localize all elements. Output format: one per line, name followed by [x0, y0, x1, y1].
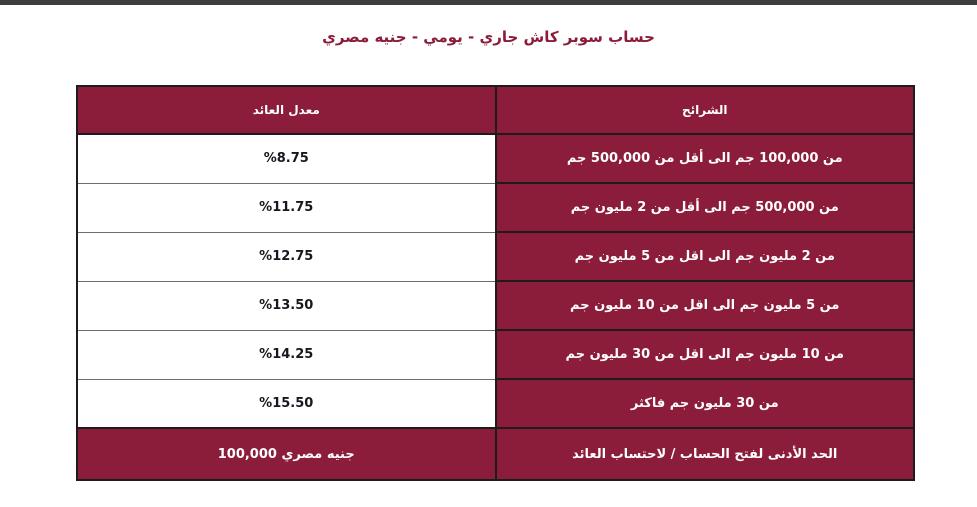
tier-label: من 10 مليون جم الى اقل من 30 مليون جم: [496, 330, 915, 379]
table-footer-row: [77, 428, 914, 480]
tier-label: من 500,000 جم الى أقل من 2 مليون جم: [496, 183, 915, 232]
minimum-amount-value: 100,000 جنيه مصري: [77, 428, 496, 480]
tier-label: من 30 مليون جم فاكثر: [496, 379, 915, 428]
header-tiers: الشرائح: [496, 86, 915, 134]
header-rate-of-return: معدل العائد: [77, 86, 496, 134]
rate-value: %12.75: [77, 232, 496, 281]
rate-value: %13.50: [77, 281, 496, 330]
table-header-row: [77, 86, 914, 134]
top-bar: [0, 0, 977, 5]
page-title: حساب سوبر كاش جاري - يومي - جنيه مصري: [322, 28, 655, 46]
rate-value: %11.75: [77, 183, 496, 232]
rates-table: [76, 85, 915, 481]
tier-label: من 100,000 جم الى أقل من 500,000 جم: [496, 134, 915, 183]
table-row: [77, 134, 914, 183]
rate-value: %14.25: [77, 330, 496, 379]
rate-value: %15.50: [77, 379, 496, 428]
tier-label: من 2 مليون جم الى اقل من 5 مليون جم: [496, 232, 915, 281]
table-row: [77, 281, 914, 330]
rate-value: %8.75: [77, 134, 496, 183]
minimum-amount-label: الحد الأدنى لفتح الحساب / لاحتساب العائد: [496, 428, 915, 480]
table-row: [77, 330, 914, 379]
table-row: [77, 379, 914, 428]
tier-label: من 5 مليون جم الى اقل من 10 مليون جم: [496, 281, 915, 330]
table-body: [77, 134, 914, 428]
table-row: [77, 232, 914, 281]
table-row: [77, 183, 914, 232]
